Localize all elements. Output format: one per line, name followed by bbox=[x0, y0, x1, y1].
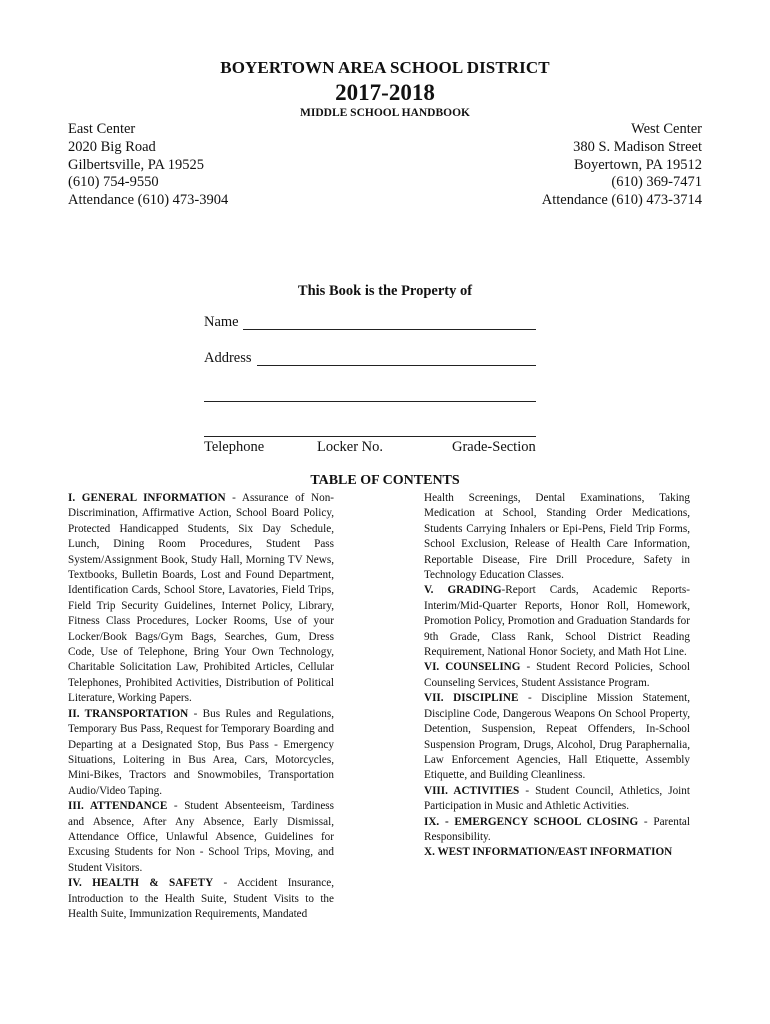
school-year: 2017-2018 bbox=[335, 80, 435, 105]
west-center-line: Boyertown, PA 19512 bbox=[574, 156, 702, 173]
east-center-line: (610) 754-9550 bbox=[68, 174, 159, 191]
grade-section-label: Grade-Section bbox=[452, 439, 536, 455]
address-label: Address bbox=[204, 350, 252, 366]
toc-section-text: - Student Council, Athletics, Joint Participation in Music and Athletic Activities. bbox=[424, 784, 690, 813]
east-center-line: East Center bbox=[68, 121, 136, 137]
toc-left-column bbox=[68, 491, 334, 922]
toc-section bbox=[68, 491, 334, 707]
toc-section bbox=[424, 583, 690, 660]
toc-section-heading: IX. - EMERGENCY SCHOOL CLOSING bbox=[424, 815, 639, 828]
handbook-subtitle: MIDDLE SCHOOL HANDBOOK bbox=[300, 107, 470, 119]
west-center-line: (610) 369-7471 bbox=[611, 174, 702, 191]
toc-section-heading: V. GRADING bbox=[424, 584, 502, 597]
east-center-line: Gilbertsville, PA 19525 bbox=[68, 156, 205, 173]
toc-section bbox=[424, 784, 690, 815]
toc-section-text: - Accident Insurance, Introduction to the Health Suite, Student Visits to the Health Suite, Immunization Requirements, Mandated bbox=[68, 877, 334, 920]
toc-section bbox=[68, 799, 334, 876]
toc-section-heading: VII. DISCIPLINE bbox=[424, 692, 519, 705]
toc-section-heading: IV. HEALTH & SAFETY bbox=[68, 877, 214, 890]
toc-section-text: - Assurance of Non-Discrimination, Affirmative Action, School Board Policy, Protected Handicapped Students, Six Day Schedule, Lunch, Dining Room Procedures, Student Pass System/Assignment Book, Study Hall, Morning TV News, Textbooks, Bulletin Boards, Lost and Found Department, Identification Cards, School Store, Lavatories, Field Trips, Field Trip Security Guidelines, Internet Policy, Library, Fitness Class Procedures, Locker Rooms, Use of your Locker/Book Bags/Gym Bags, Searches, Gum, Dress Code, Use of Telephone, Bring Your Own Technology, Charitable Solicitation Law, Prohibited Articles, Cellular Telephones, Prohibited Activities, Distribution of Political Literature, Working Papers. bbox=[68, 492, 335, 705]
toc-section-text: Health Screenings, Dental Examinations, Taking Medication at School, Standing Order Medications, Students Carrying Inhalers or Epi-Pens, Field Trip Forms, School Exclusion, Release of Health Care Information, Reportable Disease, Fire Drill Procedure, Safety in Technology Education Classes. bbox=[424, 492, 690, 582]
east-center-address bbox=[68, 121, 228, 210]
toc-section-heading: VIII. ACTIVITIES bbox=[424, 784, 520, 797]
toc-title: TABLE OF CONTENTS bbox=[310, 473, 460, 488]
telephone-label: Telephone bbox=[204, 439, 265, 455]
toc-section-text: -Report Cards, Academic Reports-Interim/Mid-Quarter Reports, Honor Roll, Homework, Promotion Policy, Promotion and Graduation Standards for 9th Grade, Class Rank, School District Reading Requirement, National Honor Society, and Math Hot Line. bbox=[424, 584, 690, 659]
address-blank-line[interactable] bbox=[257, 365, 536, 366]
east-center-line: 2020 Big Road bbox=[68, 138, 156, 155]
toc-section-heading: I. GENERAL INFORMATION bbox=[68, 492, 226, 504]
toc-section-text: - Bus Rules and Regulations, Temporary Bus Pass, Request for Temporary Boarding and Departing at a Designated Stop, Bus Pass - Emergency Situations, Loitering in Bus Area, Cars, Motorcycles, Mini-Bikes, Tractors and Snowmobiles, Transportation Audio/Video Taping. bbox=[68, 707, 334, 797]
toc-right-column bbox=[424, 491, 690, 861]
toc-section-text: - Discipline Mission Statement, Discipline Code, Dangerous Weapons On School Property, Detention, Suspension, Repeat Offenders, In-School Suspension Program, Drugs, Alcohol, Drug Paraphernalia, Law Enforcement Agencies, Hall Etiquette, Assembly Etiquette, and Building Cleanliness. bbox=[424, 692, 690, 782]
toc-section bbox=[424, 815, 690, 846]
address-blank-line-3[interactable] bbox=[204, 436, 536, 437]
locker-label: Locker No. bbox=[317, 439, 384, 455]
toc-section-heading: VI. COUNSELING bbox=[424, 661, 521, 674]
toc-section-text: - Parental Responsibility. bbox=[424, 815, 690, 843]
west-center-line: 380 S. Madison Street bbox=[573, 138, 702, 155]
toc-section-heading: X. WEST INFORMATION/EAST INFORMATION bbox=[424, 846, 673, 859]
toc-section-heading: III. ATTENDANCE bbox=[68, 800, 168, 813]
toc-section bbox=[424, 691, 690, 783]
toc-section-heading: II. TRANSPORTATION bbox=[68, 707, 189, 720]
west-center-line: Attendance (610) 473-3714 bbox=[541, 192, 702, 209]
property-title: This Book is the Property of bbox=[297, 283, 473, 299]
address-blank-line-2[interactable] bbox=[204, 401, 536, 402]
name-label: Name bbox=[204, 314, 239, 330]
toc-section bbox=[424, 491, 690, 583]
toc-section bbox=[68, 707, 334, 799]
west-center-address bbox=[542, 121, 702, 210]
name-blank-line[interactable] bbox=[243, 329, 536, 330]
east-center-line: Attendance (610) 473-3904 bbox=[68, 192, 229, 209]
district-title: BOYERTOWN AREA SCHOOL DISTRICT bbox=[220, 58, 550, 77]
toc-section-text: - Student Absenteeism, Tardiness and Absence, After Any Absence, Early Dismissal, Attendance Office, Unlawful Absence, Guidelines for Excusing Students for Non - School Trips, Moving, and Student Visitors. bbox=[68, 800, 335, 874]
west-center-line: West Center bbox=[631, 121, 702, 137]
toc-section bbox=[424, 845, 690, 860]
toc-section bbox=[68, 876, 334, 922]
toc-section-text: - Student Record Policies, School Counseling Services, Student Assistance Program. bbox=[424, 661, 690, 689]
toc-section bbox=[424, 660, 690, 691]
